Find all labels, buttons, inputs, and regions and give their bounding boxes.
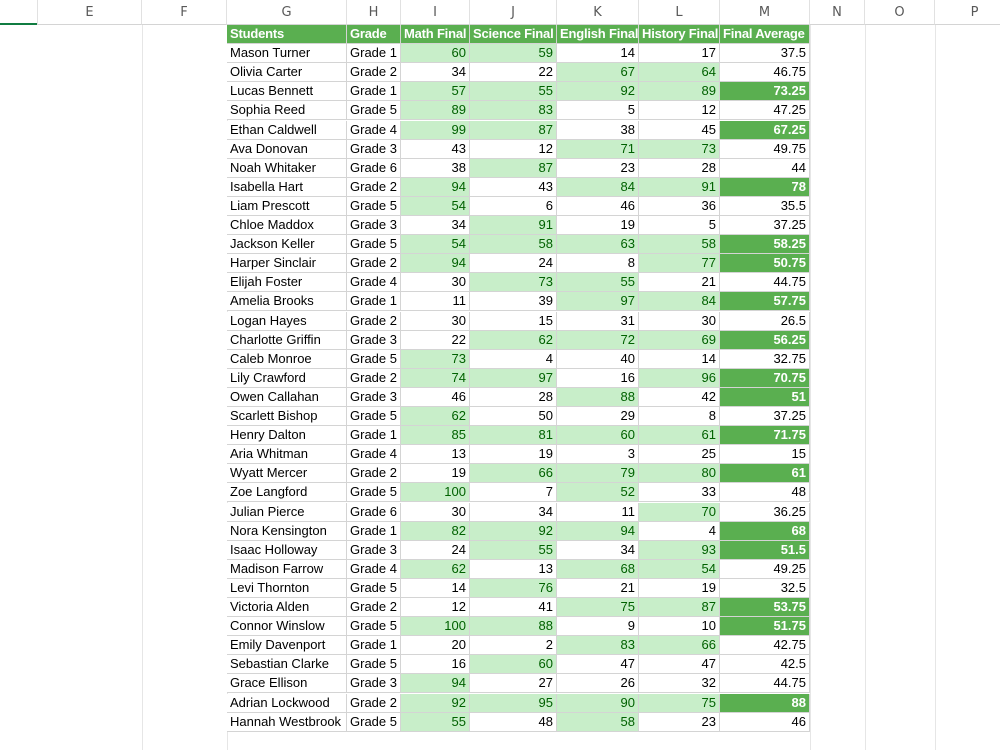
table-cell[interactable]: 78 xyxy=(720,178,810,197)
student-name-cell[interactable]: Caleb Monroe xyxy=(227,350,347,369)
table-cell[interactable]: 100 xyxy=(401,483,470,502)
column-header-p[interactable]: P xyxy=(935,0,1000,25)
table-cell[interactable]: 7 xyxy=(470,483,557,502)
header-cell[interactable]: Final Average xyxy=(720,25,810,44)
table-cell[interactable]: 24 xyxy=(470,254,557,273)
table-cell[interactable]: 97 xyxy=(557,292,639,311)
gridline xyxy=(810,25,811,750)
student-name-cell[interactable]: Zoe Langford xyxy=(227,483,347,502)
student-name-cell[interactable]: Henry Dalton xyxy=(227,426,347,445)
table-cell[interactable]: 47 xyxy=(557,655,639,674)
table-cell[interactable]: Grade 5 xyxy=(347,617,401,636)
table-cell[interactable]: Grade 2 xyxy=(347,312,401,331)
table-cell[interactable]: 19 xyxy=(557,216,639,235)
column-header-l[interactable]: L xyxy=(639,0,720,25)
table-cell[interactable]: 49.75 xyxy=(720,140,810,159)
student-name-cell[interactable]: Chloe Maddox xyxy=(227,216,347,235)
table-cell[interactable]: 68 xyxy=(720,522,810,541)
table-cell[interactable]: 51 xyxy=(720,388,810,407)
table-cell[interactable]: 58 xyxy=(557,713,639,732)
student-name-cell[interactable]: Ava Donovan xyxy=(227,140,347,159)
table-cell[interactable]: Grade 1 xyxy=(347,44,401,63)
table-cell[interactable]: 46.75 xyxy=(720,63,810,82)
table-cell[interactable]: 85 xyxy=(401,426,470,445)
student-name-cell[interactable]: Hannah Westbrook xyxy=(227,713,347,732)
student-name-cell[interactable]: Jackson Keller xyxy=(227,235,347,254)
table-cell[interactable]: 4 xyxy=(639,522,720,541)
table-cell[interactable]: 81 xyxy=(470,426,557,445)
student-name-cell[interactable]: Isabella Hart xyxy=(227,178,347,197)
student-name-cell[interactable]: Lucas Bennett xyxy=(227,82,347,101)
column-header-i[interactable]: I xyxy=(401,0,470,25)
student-name-cell[interactable]: Levi Thornton xyxy=(227,579,347,598)
table-cell[interactable]: 25 xyxy=(639,445,720,464)
table-cell[interactable]: 73 xyxy=(470,273,557,292)
column-header-n[interactable]: N xyxy=(810,0,865,25)
header-cell[interactable]: English Final xyxy=(557,25,639,44)
table-cell[interactable]: 46 xyxy=(720,713,810,732)
table-cell[interactable]: 30 xyxy=(401,312,470,331)
table-cell[interactable]: 19 xyxy=(470,445,557,464)
student-name-cell[interactable]: Julian Pierce xyxy=(227,503,347,522)
table-cell[interactable]: Grade 5 xyxy=(347,713,401,732)
table-cell[interactable]: 52 xyxy=(557,483,639,502)
table-cell[interactable]: Grade 3 xyxy=(347,331,401,350)
table-cell[interactable]: Grade 4 xyxy=(347,560,401,579)
table-cell[interactable]: 57.75 xyxy=(720,292,810,311)
table-cell[interactable]: 13 xyxy=(470,560,557,579)
table-cell[interactable]: 12 xyxy=(470,140,557,159)
table-cell[interactable]: Grade 4 xyxy=(347,121,401,140)
table-cell[interactable]: 23 xyxy=(557,159,639,178)
table-cell[interactable]: Grade 2 xyxy=(347,63,401,82)
table-cell[interactable]: Grade 2 xyxy=(347,369,401,388)
table-cell[interactable]: 89 xyxy=(639,82,720,101)
table-cell[interactable]: 60 xyxy=(470,655,557,674)
table-cell[interactable]: 94 xyxy=(401,674,470,693)
table-cell[interactable]: 80 xyxy=(639,464,720,483)
student-name-cell[interactable]: Emily Davenport xyxy=(227,636,347,655)
table-cell[interactable]: Grade 3 xyxy=(347,388,401,407)
student-name-cell[interactable]: Mason Turner xyxy=(227,44,347,63)
table-cell[interactable]: 36 xyxy=(639,197,720,216)
table-cell[interactable]: 88 xyxy=(470,617,557,636)
table-cell[interactable]: 44.75 xyxy=(720,674,810,693)
student-name-cell[interactable]: Charlotte Griffin xyxy=(227,331,347,350)
table-cell[interactable]: 82 xyxy=(401,522,470,541)
table-cell[interactable]: 55 xyxy=(470,541,557,560)
table-cell[interactable]: Grade 5 xyxy=(347,197,401,216)
table-cell[interactable]: 42 xyxy=(639,388,720,407)
student-name-cell[interactable]: Owen Callahan xyxy=(227,388,347,407)
table-cell[interactable]: 21 xyxy=(557,579,639,598)
table-cell[interactable]: 67 xyxy=(557,63,639,82)
table-cell[interactable]: 12 xyxy=(639,101,720,120)
table-cell[interactable]: 71 xyxy=(557,140,639,159)
table-cell[interactable]: 3 xyxy=(557,445,639,464)
table-cell[interactable]: 12 xyxy=(401,598,470,617)
table-cell[interactable]: 6 xyxy=(470,197,557,216)
table-cell[interactable]: 76 xyxy=(470,579,557,598)
table-cell[interactable]: 49.25 xyxy=(720,560,810,579)
table-cell[interactable]: 77 xyxy=(639,254,720,273)
table-cell[interactable]: 26 xyxy=(557,674,639,693)
table-cell[interactable]: 91 xyxy=(639,178,720,197)
column-header-k[interactable]: K xyxy=(557,0,639,25)
table-cell[interactable]: Grade 5 xyxy=(347,350,401,369)
table-cell[interactable]: 62 xyxy=(401,560,470,579)
table-cell[interactable]: 32 xyxy=(639,674,720,693)
table-cell[interactable]: 91 xyxy=(470,216,557,235)
header-cell[interactable]: Math Final xyxy=(401,25,470,44)
table-cell[interactable]: 5 xyxy=(557,101,639,120)
table-cell[interactable]: 72 xyxy=(557,331,639,350)
table-cell[interactable]: 43 xyxy=(470,178,557,197)
table-cell[interactable]: 33 xyxy=(639,483,720,502)
table-cell[interactable]: Grade 3 xyxy=(347,541,401,560)
table-cell[interactable]: 69 xyxy=(639,331,720,350)
header-cell[interactable]: Students xyxy=(227,25,347,44)
student-name-cell[interactable]: Scarlett Bishop xyxy=(227,407,347,426)
table-cell[interactable]: 46 xyxy=(557,197,639,216)
column-header-m[interactable]: M xyxy=(720,0,810,25)
table-cell[interactable]: 42.5 xyxy=(720,655,810,674)
table-cell[interactable]: 67.25 xyxy=(720,121,810,140)
table-cell[interactable]: 48 xyxy=(720,483,810,502)
column-header-e[interactable]: E xyxy=(38,0,142,25)
table-cell[interactable]: 54 xyxy=(639,560,720,579)
student-name-cell[interactable]: Sebastian Clarke xyxy=(227,655,347,674)
table-cell[interactable]: 2 xyxy=(470,636,557,655)
table-cell[interactable]: 34 xyxy=(401,216,470,235)
table-cell[interactable]: 19 xyxy=(401,464,470,483)
table-cell[interactable]: 99 xyxy=(401,121,470,140)
table-cell[interactable]: Grade 3 xyxy=(347,140,401,159)
student-name-cell[interactable]: Grace Ellison xyxy=(227,674,347,693)
table-cell[interactable]: 40 xyxy=(557,350,639,369)
table-cell[interactable]: 100 xyxy=(401,617,470,636)
table-cell[interactable]: Grade 5 xyxy=(347,235,401,254)
table-cell[interactable]: 13 xyxy=(401,445,470,464)
table-cell[interactable]: 90 xyxy=(557,694,639,713)
table-cell[interactable]: Grade 5 xyxy=(347,579,401,598)
table-cell[interactable]: 62 xyxy=(401,407,470,426)
table-cell[interactable]: Grade 5 xyxy=(347,101,401,120)
student-name-cell[interactable]: Olivia Carter xyxy=(227,63,347,82)
student-name-cell[interactable]: Isaac Holloway xyxy=(227,541,347,560)
table-cell[interactable]: 73.25 xyxy=(720,82,810,101)
table-cell[interactable]: 83 xyxy=(470,101,557,120)
table-cell[interactable]: 89 xyxy=(401,101,470,120)
column-header-g[interactable]: G xyxy=(227,0,347,25)
table-cell[interactable]: 92 xyxy=(401,694,470,713)
table-cell[interactable]: 70.75 xyxy=(720,369,810,388)
table-cell[interactable]: 58.25 xyxy=(720,235,810,254)
table-cell[interactable]: 88 xyxy=(557,388,639,407)
table-cell[interactable]: 94 xyxy=(401,254,470,273)
table-cell[interactable]: Grade 5 xyxy=(347,655,401,674)
table-cell[interactable]: 32.5 xyxy=(720,579,810,598)
table-cell[interactable]: 97 xyxy=(470,369,557,388)
table-cell[interactable]: 5 xyxy=(639,216,720,235)
student-name-cell[interactable]: Aria Whitman xyxy=(227,445,347,464)
table-cell[interactable]: Grade 4 xyxy=(347,445,401,464)
table-cell[interactable]: Grade 2 xyxy=(347,178,401,197)
table-cell[interactable]: 16 xyxy=(557,369,639,388)
column-header-f[interactable]: F xyxy=(142,0,227,25)
table-cell[interactable]: 87 xyxy=(639,598,720,617)
table-cell[interactable]: 55 xyxy=(470,82,557,101)
table-cell[interactable]: 50.75 xyxy=(720,254,810,273)
table-cell[interactable]: 94 xyxy=(401,178,470,197)
table-cell[interactable]: 32.75 xyxy=(720,350,810,369)
table-cell[interactable]: 44.75 xyxy=(720,273,810,292)
table-cell[interactable]: 51.75 xyxy=(720,617,810,636)
table-cell[interactable]: 70 xyxy=(639,503,720,522)
gridline xyxy=(142,25,143,750)
table-cell[interactable]: Grade 5 xyxy=(347,483,401,502)
table-cell[interactable]: 27 xyxy=(470,674,557,693)
table-cell[interactable]: 83 xyxy=(557,636,639,655)
gridline xyxy=(865,25,866,750)
student-name-cell[interactable]: Ethan Caldwell xyxy=(227,121,347,140)
table-cell[interactable]: 60 xyxy=(401,44,470,63)
table-cell[interactable]: 61 xyxy=(639,426,720,445)
student-name-cell[interactable]: Madison Farrow xyxy=(227,560,347,579)
table-cell[interactable]: Grade 2 xyxy=(347,254,401,273)
table-cell[interactable]: Grade 4 xyxy=(347,273,401,292)
column-header-o[interactable]: O xyxy=(865,0,935,25)
table-cell[interactable]: 73 xyxy=(639,140,720,159)
table-cell[interactable]: 23 xyxy=(639,713,720,732)
student-name-cell[interactable]: Elijah Foster xyxy=(227,273,347,292)
table-cell[interactable]: 42.75 xyxy=(720,636,810,655)
table-cell[interactable]: 4 xyxy=(470,350,557,369)
table-cell[interactable]: 9 xyxy=(557,617,639,636)
header-cell[interactable]: Grade xyxy=(347,25,401,44)
student-name-cell[interactable]: Harper Sinclair xyxy=(227,254,347,273)
table-cell[interactable]: 47.25 xyxy=(720,101,810,120)
table-cell[interactable]: 53.75 xyxy=(720,598,810,617)
header-cell[interactable]: History Final xyxy=(639,25,720,44)
table-cell[interactable]: Grade 1 xyxy=(347,636,401,655)
table-cell[interactable]: 8 xyxy=(639,407,720,426)
table-cell[interactable]: Grade 3 xyxy=(347,674,401,693)
gridline xyxy=(935,25,936,750)
table-cell[interactable]: 11 xyxy=(401,292,470,311)
table-cell[interactable]: 36.25 xyxy=(720,503,810,522)
table-cell[interactable]: 44 xyxy=(720,159,810,178)
student-name-cell[interactable]: Victoria Alden xyxy=(227,598,347,617)
table-cell[interactable]: 75 xyxy=(639,694,720,713)
table-cell[interactable]: 30 xyxy=(401,503,470,522)
table-cell[interactable]: 26.5 xyxy=(720,312,810,331)
table-cell[interactable]: 28 xyxy=(639,159,720,178)
table-cell[interactable]: 59 xyxy=(470,44,557,63)
student-name-cell[interactable]: Connor Winslow xyxy=(227,617,347,636)
table-cell[interactable]: 88 xyxy=(720,694,810,713)
student-name-cell[interactable]: Wyatt Mercer xyxy=(227,464,347,483)
table-cell[interactable]: 28 xyxy=(470,388,557,407)
table-cell[interactable]: 21 xyxy=(639,273,720,292)
table-cell[interactable]: 87 xyxy=(470,159,557,178)
table-cell[interactable]: 22 xyxy=(470,63,557,82)
table-cell[interactable]: 30 xyxy=(401,273,470,292)
column-header-h[interactable]: H xyxy=(347,0,401,25)
table-cell[interactable]: 43 xyxy=(401,140,470,159)
table-cell[interactable]: 14 xyxy=(401,579,470,598)
column-header-j[interactable]: J xyxy=(470,0,557,25)
table-cell[interactable]: 51.5 xyxy=(720,541,810,560)
table-cell[interactable]: 29 xyxy=(557,407,639,426)
table-cell[interactable]: 50 xyxy=(470,407,557,426)
table-cell[interactable]: 8 xyxy=(557,254,639,273)
table-cell[interactable]: 58 xyxy=(639,235,720,254)
table-cell[interactable]: 11 xyxy=(557,503,639,522)
table-cell[interactable]: 60 xyxy=(557,426,639,445)
table-cell[interactable]: 68 xyxy=(557,560,639,579)
student-name-cell[interactable]: Nora Kensington xyxy=(227,522,347,541)
table-cell[interactable]: 30 xyxy=(639,312,720,331)
table-cell[interactable]: 64 xyxy=(639,63,720,82)
table-cell[interactable]: Grade 1 xyxy=(347,82,401,101)
table-cell[interactable]: Grade 5 xyxy=(347,407,401,426)
student-name-cell[interactable]: Adrian Lockwood xyxy=(227,694,347,713)
table-cell[interactable]: 19 xyxy=(639,579,720,598)
table-cell[interactable]: 58 xyxy=(470,235,557,254)
student-name-cell[interactable]: Liam Prescott xyxy=(227,197,347,216)
table-cell[interactable]: 94 xyxy=(557,522,639,541)
table-cell[interactable]: 96 xyxy=(639,369,720,388)
table-cell[interactable]: 57 xyxy=(401,82,470,101)
table-cell[interactable]: 10 xyxy=(639,617,720,636)
table-cell[interactable]: 15 xyxy=(720,445,810,464)
table-cell[interactable]: 63 xyxy=(557,235,639,254)
table-cell[interactable]: 66 xyxy=(470,464,557,483)
table-cell[interactable]: 41 xyxy=(470,598,557,617)
table-cell[interactable]: 54 xyxy=(401,197,470,216)
table-cell[interactable]: 87 xyxy=(470,121,557,140)
table-cell[interactable]: 34 xyxy=(470,503,557,522)
table-cell[interactable]: 34 xyxy=(557,541,639,560)
table-cell[interactable]: 48 xyxy=(470,713,557,732)
table-cell[interactable]: 74 xyxy=(401,369,470,388)
table-cell[interactable]: Grade 1 xyxy=(347,522,401,541)
table-cell[interactable]: 95 xyxy=(470,694,557,713)
table-cell[interactable]: 84 xyxy=(557,178,639,197)
table-cell[interactable]: 93 xyxy=(639,541,720,560)
table-cell[interactable]: 55 xyxy=(401,713,470,732)
table-cell[interactable]: 20 xyxy=(401,636,470,655)
table-cell[interactable]: 61 xyxy=(720,464,810,483)
column-header-d[interactable] xyxy=(0,0,38,25)
table-cell[interactable]: Grade 6 xyxy=(347,503,401,522)
table-cell[interactable]: 79 xyxy=(557,464,639,483)
table-cell[interactable]: Grade 6 xyxy=(347,159,401,178)
table-cell[interactable]: 39 xyxy=(470,292,557,311)
table-cell[interactable]: Grade 3 xyxy=(347,216,401,235)
table-cell[interactable]: 22 xyxy=(401,331,470,350)
table-cell[interactable]: 17 xyxy=(639,44,720,63)
table-cell[interactable]: 16 xyxy=(401,655,470,674)
table-cell[interactable]: 37.25 xyxy=(720,216,810,235)
table-cell[interactable]: 84 xyxy=(639,292,720,311)
student-name-cell[interactable]: Sophia Reed xyxy=(227,101,347,120)
table-cell[interactable]: Grade 2 xyxy=(347,464,401,483)
student-name-cell[interactable]: Logan Hayes xyxy=(227,312,347,331)
table-cell[interactable]: 71.75 xyxy=(720,426,810,445)
table-cell[interactable]: 45 xyxy=(639,121,720,140)
student-name-cell[interactable]: Amelia Brooks xyxy=(227,292,347,311)
table-cell[interactable]: 47 xyxy=(639,655,720,674)
table-cell[interactable]: 56.25 xyxy=(720,331,810,350)
table-cell[interactable]: 55 xyxy=(557,273,639,292)
table-cell[interactable]: Grade 1 xyxy=(347,292,401,311)
header-cell[interactable]: Science Final xyxy=(470,25,557,44)
table-cell[interactable]: 66 xyxy=(639,636,720,655)
table-cell[interactable]: 92 xyxy=(470,522,557,541)
table-cell[interactable]: 73 xyxy=(401,350,470,369)
student-name-cell[interactable]: Lily Crawford xyxy=(227,369,347,388)
table-cell[interactable]: 14 xyxy=(557,44,639,63)
table-cell[interactable]: 38 xyxy=(401,159,470,178)
table-cell[interactable]: 15 xyxy=(470,312,557,331)
table-cell[interactable]: 14 xyxy=(639,350,720,369)
table-cell[interactable]: 37.5 xyxy=(720,44,810,63)
table-cell[interactable]: 37.25 xyxy=(720,407,810,426)
table-cell[interactable]: 46 xyxy=(401,388,470,407)
table-cell[interactable]: 24 xyxy=(401,541,470,560)
table-cell[interactable]: Grade 2 xyxy=(347,694,401,713)
table-cell[interactable]: Grade 2 xyxy=(347,598,401,617)
table-cell[interactable]: 92 xyxy=(557,82,639,101)
table-cell[interactable]: 35.5 xyxy=(720,197,810,216)
student-name-cell[interactable]: Noah Whitaker xyxy=(227,159,347,178)
table-cell[interactable]: 75 xyxy=(557,598,639,617)
table-cell[interactable]: 34 xyxy=(401,63,470,82)
table-cell[interactable]: 38 xyxy=(557,121,639,140)
table-cell[interactable]: 62 xyxy=(470,331,557,350)
table-cell[interactable]: 31 xyxy=(557,312,639,331)
table-cell[interactable]: Grade 1 xyxy=(347,426,401,445)
table-cell[interactable]: 54 xyxy=(401,235,470,254)
